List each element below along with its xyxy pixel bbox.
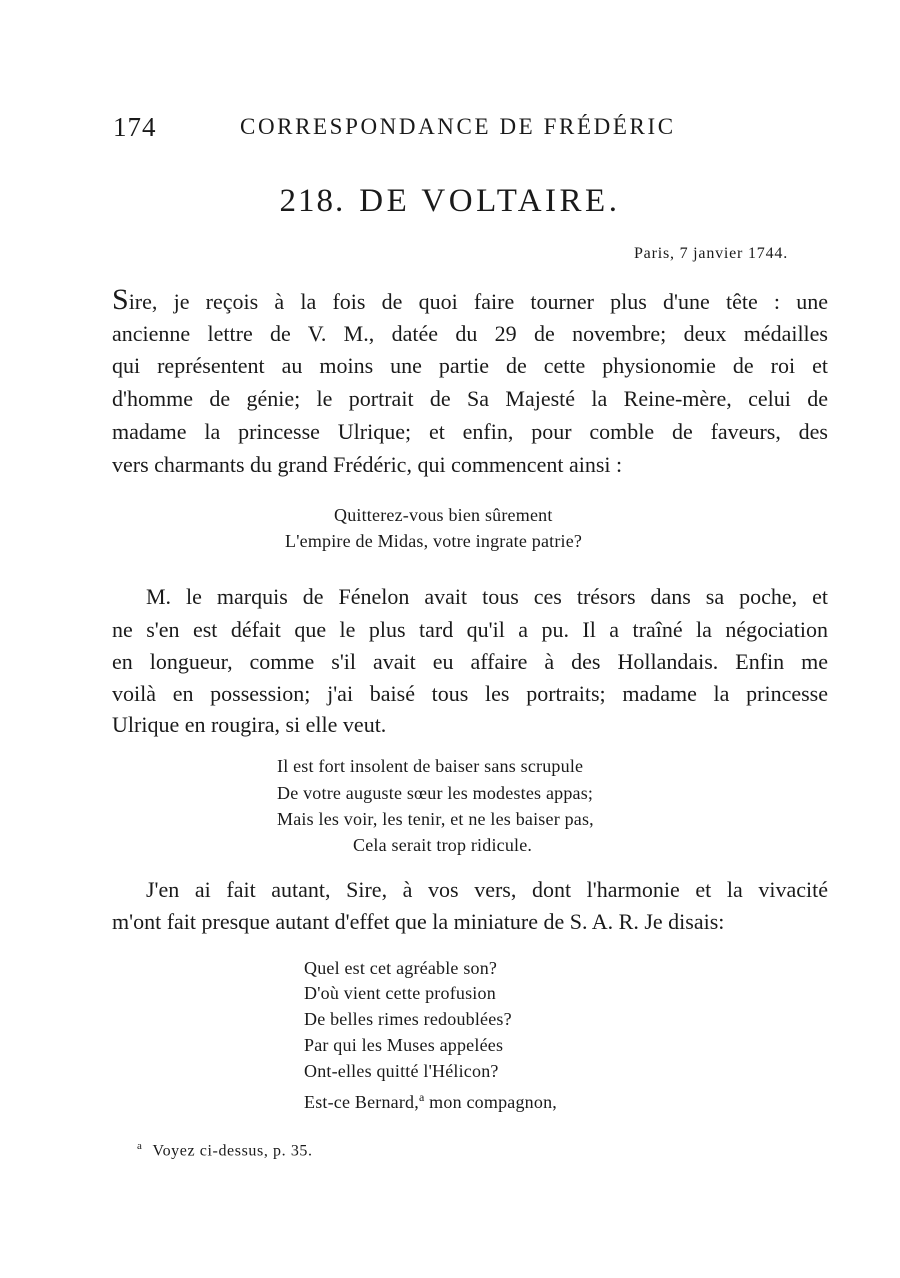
running-head: CORRESPONDANCE DE FRÉDÉRIC xyxy=(240,114,676,139)
verse-line: De belles rimes redoublées? xyxy=(304,1009,512,1029)
paragraph-line: voilà en possession; j'ai baisé tous les portraits; madame la princesse xyxy=(112,681,828,706)
dateline: Paris, 7 janvier 1744. xyxy=(633,245,788,262)
verse-line: Quitterez-vous bien sûrement xyxy=(334,505,553,525)
verse-line: Ont-elles quitté l'Hélicon? xyxy=(304,1061,499,1081)
verse-line: Est-ce Bernard,$^a$ mon compagnon, xyxy=(304,1090,557,1112)
paragraph-line: qui représentent au moins une partie de cette physionomie de roi et xyxy=(112,353,828,378)
verse-line: L'empire de Midas, votre ingrate patrie? xyxy=(285,531,583,551)
footnote-reference: a xyxy=(418,1090,425,1104)
verse-line: Quel est cet agréable son? xyxy=(304,958,498,978)
paragraph-line: en longueur, comme s'il avait eu affaire à des Hollandais. Enfin me xyxy=(112,649,828,674)
paragraph-line: M. le marquis de Fénelon avait tous ces trésors dans sa poche, et xyxy=(146,584,828,609)
page-number: 174 xyxy=(113,112,157,142)
paragraph-line: ancienne lettre de V. M., datée du 29 de novembre; deux médailles xyxy=(112,321,828,346)
paragraph-line: vers charmants du grand Frédéric, qui commencent ainsi : xyxy=(112,452,623,477)
paragraph-line: Ulrique en rougira, si elle veut. xyxy=(112,712,387,737)
verse-line: Mais les voir, les tenir, et ne les baiser pas, xyxy=(277,809,594,829)
verse-line: D'où vient cette profusion xyxy=(304,983,496,1003)
paragraph-line: Sire, je reçois à la fois de quoi faire tourner plus d'une tête : une xyxy=(112,283,828,316)
footnote-mark: a xyxy=(137,1140,143,1152)
verse-line: Il est fort insolent de baiser sans scrupule xyxy=(277,756,584,776)
letter-heading: DE VOLTAIRE. xyxy=(359,183,621,219)
paragraph-line: d'homme de génie; le portrait de Sa Majesté la Reine-mère, celui de xyxy=(112,386,828,411)
paragraph-line: J'en ai fait autant, Sire, à vos vers, dont l'harmonie et la vivacité xyxy=(146,877,828,902)
paragraph-line: ne s'en est défait que le plus tard qu'il a pu. Il a traîné la négociation xyxy=(112,617,828,642)
verse-line: De votre auguste sœur les modestes appas; xyxy=(277,783,594,803)
verse-line: Cela serait trop ridicule. xyxy=(353,835,533,855)
paragraph-line: madame la princesse Ulrique; et enfin, pour comble de faveurs, des xyxy=(112,419,828,444)
drop-cap: S xyxy=(112,283,129,316)
letter-number: 218. xyxy=(279,183,346,219)
letter-title xyxy=(0,183,900,220)
footnote-text: Voyez ci-dessus, p. 35. xyxy=(152,1142,313,1160)
verse-line: Par qui les Muses appelées xyxy=(304,1035,504,1055)
paragraph-line: m'ont fait presque autant d'effet que la miniature de S. A. R. Je disais: xyxy=(112,909,725,934)
footnote xyxy=(137,1140,313,1160)
